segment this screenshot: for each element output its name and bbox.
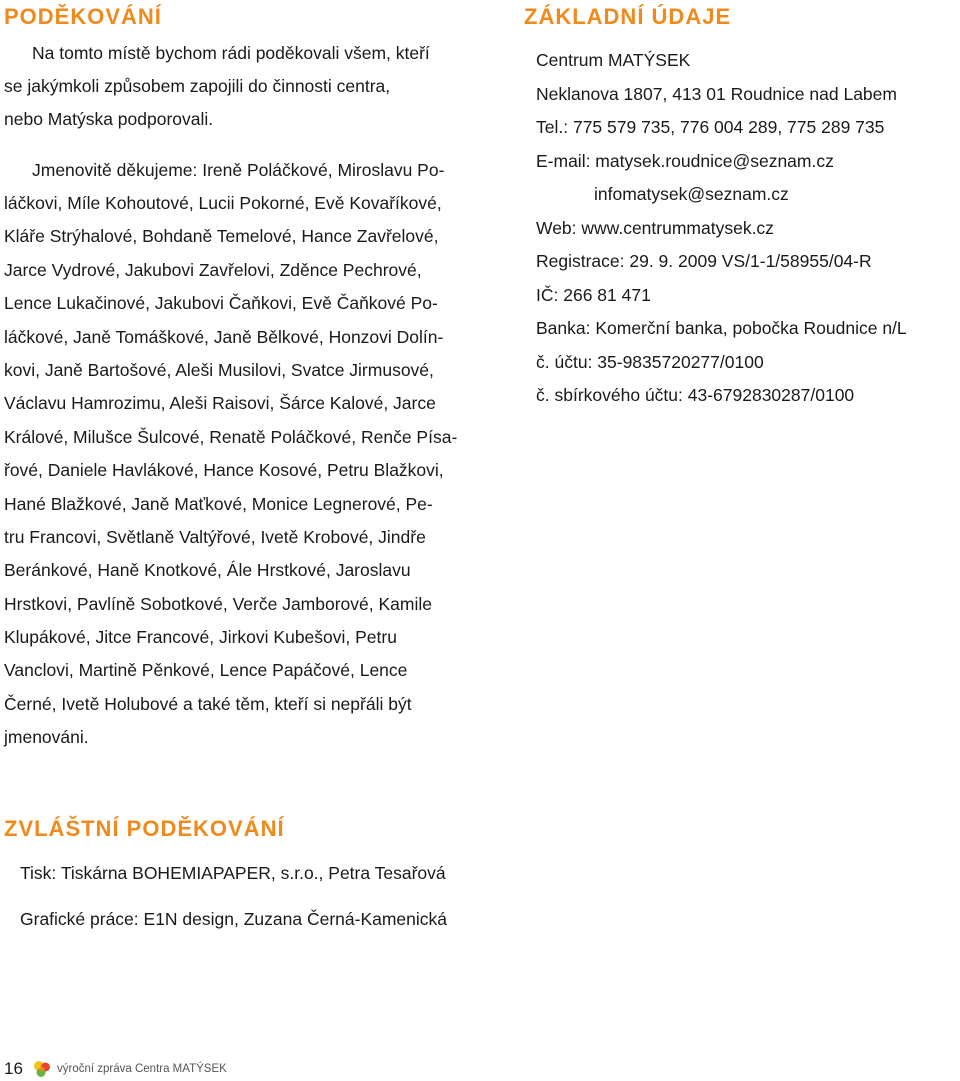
page-footer — [4, 1058, 227, 1080]
basic-info-heading: ZÁKLADNÍ ÚDAJE — [524, 4, 732, 29]
page-number: 16 — [4, 1059, 23, 1078]
collection-account-number: č. sbírkového účtu: 43-6792830287/0100 — [536, 385, 855, 405]
org-name: Centrum MATÝSEK — [536, 50, 691, 70]
text-line: Jarce Vydrové, Jakubovi Zavřelovi, Zděnce Pechrové, — [4, 259, 422, 280]
address: Neklanova 1807, 413 01 Roudnice nad Labem — [536, 83, 897, 104]
email: E-mail: matysek.roudnice@seznam.cz — [536, 150, 834, 171]
text-line: Černé, Ivetě Holubové a také těm, kteří si nepřáli být — [4, 693, 412, 714]
text-line: tru Francovi, Světlaně Valtýřové, Ivetě Krobové, Jindře — [4, 526, 426, 547]
text-line: jmenováni. — [4, 727, 89, 748]
website: Web: www.centrummatysek.cz — [536, 217, 774, 238]
text-line: Jmenovitě děkujeme: Ireně Poláčkové, Miroslavu Po- — [32, 160, 445, 180]
text-line: Klupákové, Jitce Francové, Jirkovi Kubešovi, Petru — [4, 627, 397, 648]
acknowledgements-names — [4, 187, 457, 755]
text-line: Václavu Hamrozimu, Aleši Raisovi, Šárce Kalové, Jarce — [4, 393, 436, 414]
company-id: IČ: 266 81 471 — [536, 284, 651, 305]
matysek-logo-icon — [33, 1060, 51, 1078]
acknowledgements-heading: PODĚKOVÁNÍ — [4, 4, 162, 29]
registration: Registrace: 29. 9. 2009 VS/1-1/58955/04-R — [536, 251, 872, 271]
account-number: č. účtu: 35-9835720277/0100 — [536, 351, 764, 372]
graphics-credit: Grafické práce: E1N design, Zuzana Černá-Kamenická — [20, 909, 448, 929]
text-line: řové, Daniele Havlákové, Hance Kosové, Petru Blažkovi, — [4, 460, 444, 481]
text-line: Lence Lukačinové, Jakubovi Čaňkovi, Evě Čaňkové Po- — [4, 293, 438, 314]
text-line: láčkovi, Míle Kohoutové, Lucii Pokorné, Evě Kovaříkové, — [4, 193, 442, 213]
bank: Banka: Komerční banka, pobočka Roudnice n/L — [536, 318, 907, 338]
text-line: Hané Blažkové, Janě Maťkové, Monice Legnerové, Pe- — [4, 493, 433, 514]
phone: Tel.: 775 579 735, 776 004 289, 775 289 735 — [536, 117, 885, 137]
text-line: se jakýmkoli způsobem zapojili do činnosti centra, — [4, 76, 391, 96]
text-line: kovi, Janě Bartošové, Aleši Musilovi, Svatce Jirmusové, — [4, 359, 434, 380]
text-line: Vanclovi, Martině Pěnkové, Lence Papáčové, Lence — [4, 660, 408, 681]
acknowledgements-names-first — [32, 154, 444, 187]
text-line: Na tomto místě bychom rádi poděkovali všem, kteří — [32, 43, 430, 63]
text-line: nebo Matýska podporovali. — [4, 109, 214, 130]
special-thanks-heading: ZVLÁŠTNÍ PODĚKOVÁNÍ — [4, 816, 285, 841]
text-line: láčkové, Janě Tomáškové, Janě Bělkové, Honzovi Dolín- — [4, 326, 444, 347]
acknowledgements-intro — [32, 37, 430, 70]
print-credit: Tisk: Tiskárna BOHEMIAPAPER, s.r.o., Petra Tesařová — [20, 863, 446, 883]
text-line: Beránkové, Haně Knotkové, Ále Hrstkové, Jaroslavu — [4, 560, 411, 581]
text-line: Kláře Strýhalové, Bohdaně Temelové, Hance Zavřelové, — [4, 226, 439, 247]
email-secondary: infomatysek@seznam.cz — [594, 184, 789, 204]
acknowledgements-intro-rest — [4, 70, 390, 137]
text-line: Hrstkovi, Pavlíně Sobotkové, Verče Jamborové, Kamile — [4, 593, 432, 614]
basic-info-list — [536, 44, 907, 413]
footer-text: výroční zpráva Centra MATÝSEK — [57, 1063, 227, 1075]
text-line: Králové, Milušce Šulcové, Renatě Poláčkové, Renče Písa- — [4, 426, 458, 447]
